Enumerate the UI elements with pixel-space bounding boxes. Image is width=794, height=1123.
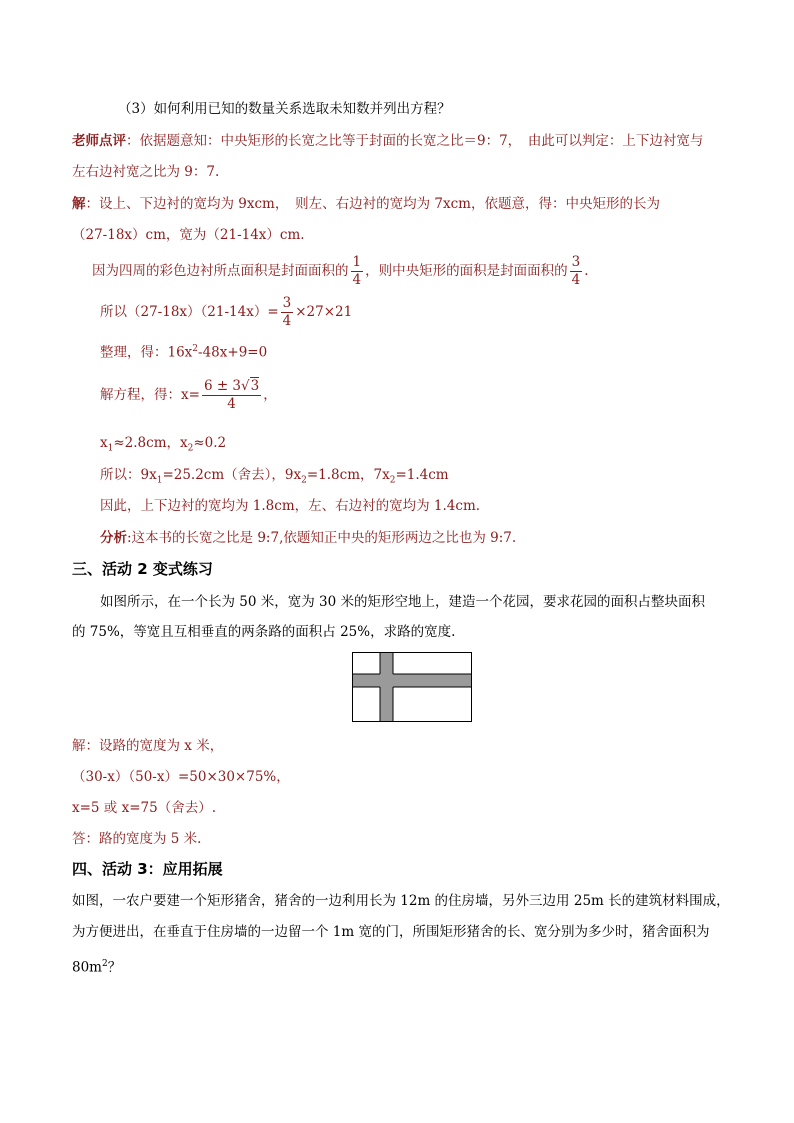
section-4-heading: 四、活动 3：应用拓展 [72,860,223,878]
solution-line-2: （27-18x）cm，宽为（21-14x）cm. [72,227,305,243]
teacher-comment-cont: 左右边衬宽之比为 9：7. [72,164,220,180]
teacher-comment-text: ：依据题意知：中央矩形的长宽之比等于封面的长宽之比＝9：7， 由此可以判定：上下边衬宽与 [126,133,704,149]
fraction-denominator: 4 [352,272,362,288]
analysis-text: :这本书的长宽之比是 9:7,依题知正中央的矩形两边之比也为 9:7. [127,530,517,546]
activity-3-problem-3 [72,955,121,977]
fraction-numerator: 3 [571,254,581,270]
fraction-denominator: 4 [571,272,581,288]
activity-2-solution-3: x=5 或 x=75（舍去）. [72,800,216,816]
analysis [100,529,516,547]
subscript: 2 [389,475,396,486]
activity-2-answer: 答：路的宽度为 5 米. [72,831,202,847]
subscript: 2 [301,475,307,486]
solution-line-5-b: -48x+9=0 [198,344,268,361]
line-8-d: =1.4cm [395,467,449,483]
garden-road-figure [352,652,472,722]
teacher-comment [72,132,703,150]
line-8-b: =25.2cm（舍去），9x [162,467,302,483]
solution-line-6-a: 解方程，得：x= [100,387,200,403]
fraction-numerator: 1 [352,254,362,270]
exponent: 2 [101,959,108,969]
solution-line-7 [100,434,226,458]
fraction-one-quarter [351,254,364,289]
solution-line-3 [92,254,588,289]
solution-line-3-a: 因为四周的彩色边衬所点面积是封面面积的 [92,263,349,279]
section-3-heading: 三、活动 2 变式练习 [72,560,213,578]
activity-3-problem-2: 为方便进出，在垂直于住房墙的一边留一个 1m 宽的门，所围矩形猪舍的长、宽分别为多少时，猪舍面积为 [72,924,710,940]
area-value: 80m [72,959,102,976]
activity-2-problem-1: 如图所示，在一个长为 50 米，宽为 30 米的矩形空地上，建造一个花园，要求花园的面积占整块面积 [100,594,706,610]
solution-line-4 [100,295,352,330]
fraction-root-numerator: 6 ± 3√3 [203,378,260,394]
fraction-numerator: 3 [282,295,292,311]
fraction-three-quarters [570,254,583,289]
fraction-denominator: 4 [282,313,292,329]
solution-line-3-b: ，则中央矩形的面积是封面面积的 [365,263,568,279]
subscript: 1 [156,475,163,486]
root-numerator-part: 6 ± 3 [203,378,242,394]
activity-3-problem-1: 如图，一农户要建一个矩形猪舍，猪舍的一边利用长为 12m 的住房墙，另外三边用 25m 长的建筑材料围成， [72,893,730,909]
activity-2-solution-1: 解：设路的宽度为 x 米， [72,738,224,754]
activity-2-problem-2: 的 75%，等宽且互相垂直的两条路的面积占 25%，求路的宽度. [72,624,456,640]
solution-line-6 [100,378,277,413]
activity-2-solution-2: （30-x）（50-x）=50×30×75%， [72,769,290,785]
subscript: 1 [107,443,114,454]
sqrt-radicand: 3 [250,378,260,394]
solution-label: 解 [72,196,86,212]
fraction-root [202,378,261,413]
exponent: 2 [192,344,199,354]
x2-value: ≈0.2 [193,435,227,451]
x1-var: x [100,435,108,451]
solution-conclusion: 因此，上下边衬的宽均为 1.8cm，左、右边衬的宽均为 1.4cm. [100,498,481,514]
fraction-root-denominator: 4 [227,396,236,412]
solution-line-5 [100,340,267,362]
solution-line-1 [72,195,660,213]
vertical-road [380,653,393,721]
solution-line-4-b: ×27×21 [295,304,353,320]
question-mark: ？ [107,959,122,976]
line-8-a: 所以：9x [100,467,157,483]
fraction-three-quarters-2 [281,295,294,330]
solution-line-8 [100,466,449,490]
x1-value: ≈2.8cm，x [113,435,188,451]
solution-text: ：设上、下边衬的宽均为 9xcm， 则左、右边衬的宽均为 7xcm，依题意，得：中央矩形的长为 [85,196,660,212]
solution-line-3-c: . [584,263,589,279]
analysis-label: 分析 [100,530,127,546]
horizontal-road [353,674,471,687]
solution-line-5-a: 整理，得：16x [100,344,193,361]
line-8-c: =1.8cm，7x [306,467,390,483]
question-3: （3）如何利用已知的数量关系选取未知数并列出方程？ [118,101,451,117]
teacher-comment-label: 老师点评 [72,133,126,149]
solution-line-6-b: ， [263,387,277,403]
subscript: 2 [187,443,194,454]
solution-line-4-a: 所以（27-18x）（21-14x）= [100,304,279,320]
